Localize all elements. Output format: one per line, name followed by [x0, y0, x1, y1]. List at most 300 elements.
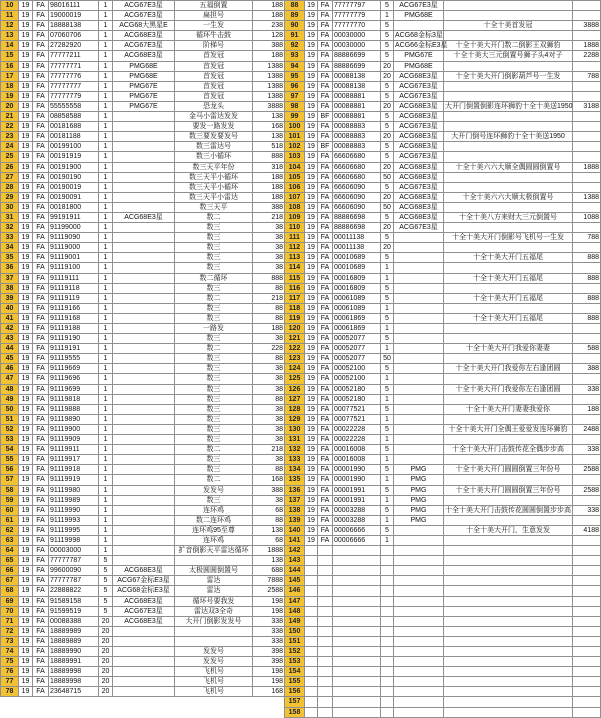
cell-denomination[interactable]: 5: [381, 81, 394, 91]
cell-year[interactable]: [305, 657, 318, 667]
cell-denomination[interactable]: 1: [99, 192, 113, 202]
row-number[interactable]: 129: [285, 414, 305, 424]
cell-price[interactable]: 398: [253, 647, 285, 657]
cell-denomination[interactable]: 5: [99, 566, 113, 576]
cell-price[interactable]: [573, 576, 601, 586]
row-number[interactable]: 10: [1, 1, 19, 11]
cell-year[interactable]: 19: [19, 485, 33, 495]
cell-prefix[interactable]: [318, 546, 333, 556]
cell-description[interactable]: [444, 455, 573, 465]
cell-serial[interactable]: 66606680: [333, 172, 381, 182]
cell-description[interactable]: 数三: [175, 435, 253, 445]
cell-description[interactable]: [444, 354, 573, 364]
cell-denomination[interactable]: 1: [381, 263, 394, 273]
cell-serial[interactable]: 91119917: [49, 455, 99, 465]
cell-serial[interactable]: 91119118: [49, 283, 99, 293]
cell-year[interactable]: 19: [19, 91, 33, 101]
cell-serial[interactable]: 00088138: [333, 71, 381, 81]
cell-denomination[interactable]: 1: [99, 313, 113, 323]
cell-prefix[interactable]: FA: [318, 505, 333, 515]
row-number[interactable]: 88: [285, 1, 305, 11]
cell-prefix[interactable]: FA: [318, 404, 333, 414]
cell-grade[interactable]: [394, 354, 444, 364]
row-number[interactable]: 38: [1, 283, 19, 293]
cell-price[interactable]: [573, 566, 601, 576]
cell-description[interactable]: 十全十美大开门五福尾: [444, 253, 573, 263]
cell-year[interactable]: [305, 707, 318, 717]
cell-year[interactable]: 19: [19, 636, 33, 646]
cell-prefix[interactable]: FA: [33, 505, 49, 515]
row-number[interactable]: 146: [285, 586, 305, 596]
cell-serial[interactable]: 00001990: [333, 475, 381, 485]
cell-grade[interactable]: [113, 344, 175, 354]
cell-denomination[interactable]: 5: [381, 293, 394, 303]
cell-denomination[interactable]: 1: [99, 243, 113, 253]
cell-denomination[interactable]: 1: [99, 253, 113, 263]
cell-denomination[interactable]: 5: [381, 283, 394, 293]
cell-denomination[interactable]: 1: [381, 394, 394, 404]
cell-price[interactable]: [573, 687, 601, 697]
cell-serial[interactable]: 77777776: [49, 71, 99, 81]
row-number[interactable]: 29: [1, 192, 19, 202]
cell-grade[interactable]: ACG68E3星: [394, 172, 444, 182]
cell-year[interactable]: 19: [19, 566, 33, 576]
cell-prefix[interactable]: FA: [33, 647, 49, 657]
cell-price[interactable]: [573, 303, 601, 313]
cell-grade[interactable]: [394, 626, 444, 636]
cell-serial[interactable]: 91119909: [49, 435, 99, 445]
cell-denomination[interactable]: 1: [99, 334, 113, 344]
cell-serial[interactable]: 91119188: [49, 324, 99, 334]
cell-serial[interactable]: 00181688: [49, 122, 99, 132]
cell-serial[interactable]: 00001991: [333, 485, 381, 495]
row-number[interactable]: 121: [285, 334, 305, 344]
cell-denomination[interactable]: 1: [99, 202, 113, 212]
cell-price[interactable]: [573, 394, 601, 404]
cell-price[interactable]: [573, 91, 601, 101]
cell-grade[interactable]: [394, 535, 444, 545]
cell-serial[interactable]: 08858588: [49, 112, 99, 122]
cell-denomination[interactable]: 1: [99, 414, 113, 424]
cell-description[interactable]: 数三: [175, 394, 253, 404]
cell-prefix[interactable]: FA: [318, 172, 333, 182]
row-number[interactable]: 106: [285, 182, 305, 192]
cell-grade[interactable]: [394, 677, 444, 687]
cell-year[interactable]: 19: [19, 293, 33, 303]
cell-grade[interactable]: [113, 505, 175, 515]
cell-year[interactable]: 19: [19, 364, 33, 374]
cell-serial[interactable]: [333, 647, 381, 657]
cell-serial[interactable]: 66606090: [333, 182, 381, 192]
cell-serial[interactable]: 77777797: [333, 1, 381, 11]
cell-description[interactable]: [444, 707, 573, 717]
cell-grade[interactable]: [113, 364, 175, 374]
cell-prefix[interactable]: FA: [318, 61, 333, 71]
cell-prefix[interactable]: [318, 697, 333, 707]
cell-denomination[interactable]: 20: [381, 243, 394, 253]
cell-prefix[interactable]: FA: [318, 132, 333, 142]
row-number[interactable]: 52: [1, 424, 19, 434]
cell-serial[interactable]: 91119998: [49, 535, 99, 545]
cell-description[interactable]: 大开门倒影发发号: [175, 616, 253, 626]
cell-price[interactable]: [573, 435, 601, 445]
row-number[interactable]: 36: [1, 263, 19, 273]
cell-prefix[interactable]: FA: [33, 657, 49, 667]
cell-serial[interactable]: 66606680: [333, 152, 381, 162]
cell-price[interactable]: [573, 81, 601, 91]
cell-grade[interactable]: [113, 455, 175, 465]
cell-grade[interactable]: ACG66金标E3星: [395, 42, 448, 50]
cell-grade[interactable]: [113, 182, 175, 192]
cell-price[interactable]: 2588: [573, 465, 601, 475]
cell-year[interactable]: [305, 687, 318, 697]
cell-grade[interactable]: ACG67E3星: [394, 122, 444, 132]
cell-grade[interactable]: [113, 667, 175, 677]
cell-grade[interactable]: [394, 667, 444, 677]
cell-grade[interactable]: ACG67E3星: [394, 1, 444, 11]
cell-price[interactable]: 138: [253, 132, 285, 142]
row-number[interactable]: 133: [285, 455, 305, 465]
cell-denomination[interactable]: [381, 566, 394, 576]
cell-year[interactable]: 19: [305, 465, 318, 475]
cell-prefix[interactable]: FA: [318, 324, 333, 334]
cell-denomination[interactable]: 20: [99, 687, 113, 697]
cell-grade[interactable]: [113, 192, 175, 202]
cell-prefix[interactable]: FA: [33, 394, 49, 404]
cell-grade[interactable]: [394, 394, 444, 404]
cell-year[interactable]: 19: [305, 11, 318, 21]
cell-serial[interactable]: 91119990: [49, 505, 99, 515]
cell-prefix[interactable]: [318, 667, 333, 677]
cell-serial[interactable]: 00006666: [333, 535, 381, 545]
row-number[interactable]: 150: [285, 626, 305, 636]
cell-year[interactable]: 19: [19, 212, 33, 222]
cell-grade[interactable]: PMG68E: [113, 71, 175, 81]
cell-price[interactable]: [573, 61, 601, 71]
cell-serial[interactable]: 00190091: [49, 192, 99, 202]
row-number[interactable]: 31: [1, 212, 19, 222]
row-number[interactable]: 149: [285, 616, 305, 626]
row-number[interactable]: 147: [285, 596, 305, 606]
cell-prefix[interactable]: FA: [318, 303, 333, 313]
cell-year[interactable]: 19: [19, 303, 33, 313]
cell-price[interactable]: 2488: [573, 424, 601, 434]
cell-price[interactable]: [573, 374, 601, 384]
cell-year[interactable]: 19: [19, 394, 33, 404]
cell-denomination[interactable]: 5: [381, 525, 394, 535]
cell-grade[interactable]: [394, 424, 444, 434]
cell-prefix[interactable]: FA: [318, 535, 333, 545]
cell-serial[interactable]: 91119168: [49, 313, 99, 323]
cell-price[interactable]: [573, 182, 601, 192]
cell-price[interactable]: 338: [573, 384, 601, 394]
row-number[interactable]: 62: [1, 525, 19, 535]
cell-grade[interactable]: ACG67E3星: [113, 1, 175, 11]
cell-serial[interactable]: 00088883: [333, 122, 381, 132]
row-number[interactable]: 91: [285, 31, 305, 41]
cell-price[interactable]: 228: [253, 344, 285, 354]
cell-denomination[interactable]: [381, 546, 394, 556]
cell-serial[interactable]: 18889989: [49, 626, 99, 636]
cell-prefix[interactable]: FA: [33, 223, 49, 233]
cell-year[interactable]: 19: [305, 435, 318, 445]
cell-year[interactable]: 19: [305, 455, 318, 465]
row-number[interactable]: 76: [1, 667, 19, 677]
cell-denomination[interactable]: 1: [99, 41, 113, 51]
cell-grade[interactable]: [394, 21, 444, 31]
cell-description[interactable]: 十全十美大开门五福尾: [444, 293, 573, 303]
cell-denomination[interactable]: 1: [99, 263, 113, 273]
cell-prefix[interactable]: FA: [318, 51, 333, 61]
cell-price[interactable]: 338: [573, 505, 601, 515]
cell-grade[interactable]: [113, 293, 175, 303]
cell-description[interactable]: [444, 636, 573, 646]
cell-serial[interactable]: 00052077: [333, 354, 381, 364]
cell-year[interactable]: 19: [19, 41, 33, 51]
cell-denomination[interactable]: 1: [99, 546, 113, 556]
cell-price[interactable]: [573, 31, 601, 41]
row-number[interactable]: 134: [285, 465, 305, 475]
cell-denomination[interactable]: [381, 647, 394, 657]
cell-denomination[interactable]: 20: [99, 647, 113, 657]
cell-prefix[interactable]: [318, 657, 333, 667]
cell-year[interactable]: 19: [305, 172, 318, 182]
cell-grade[interactable]: PMG67E: [113, 101, 175, 111]
cell-denomination[interactable]: 20: [99, 657, 113, 667]
cell-price[interactable]: 398: [253, 657, 285, 667]
cell-prefix[interactable]: FA: [318, 354, 333, 364]
cell-description[interactable]: [444, 334, 573, 344]
cell-denomination[interactable]: 1: [99, 424, 113, 434]
cell-prefix[interactable]: FA: [33, 132, 49, 142]
cell-grade[interactable]: ACG68E3星: [394, 162, 444, 172]
cell-price[interactable]: [573, 707, 601, 717]
cell-grade[interactable]: PMG67E: [113, 81, 175, 91]
row-number[interactable]: 123: [285, 354, 305, 364]
row-number[interactable]: 90: [285, 21, 305, 31]
cell-prefix[interactable]: FA: [318, 495, 333, 505]
cell-prefix[interactable]: [318, 616, 333, 626]
cell-year[interactable]: 19: [19, 243, 33, 253]
cell-description[interactable]: [444, 697, 573, 707]
row-number[interactable]: 46: [1, 364, 19, 374]
cell-grade[interactable]: [113, 677, 175, 687]
cell-prefix[interactable]: FA: [33, 586, 49, 596]
cell-serial[interactable]: [333, 606, 381, 616]
cell-grade[interactable]: [113, 132, 175, 142]
cell-price[interactable]: [573, 1, 601, 11]
cell-serial[interactable]: 91119100: [49, 263, 99, 273]
cell-grade[interactable]: [394, 293, 444, 303]
cell-serial[interactable]: 07060706: [49, 31, 99, 41]
cell-prefix[interactable]: FA: [318, 364, 333, 374]
cell-description[interactable]: 数三: [175, 334, 253, 344]
cell-prefix[interactable]: FA: [33, 414, 49, 424]
cell-prefix[interactable]: FA: [33, 303, 49, 313]
cell-prefix[interactable]: FA: [33, 192, 49, 202]
cell-description[interactable]: 首发冠: [175, 61, 253, 71]
cell-grade[interactable]: [394, 283, 444, 293]
cell-description[interactable]: 数三: [175, 263, 253, 273]
cell-price[interactable]: 588: [573, 344, 601, 354]
row-number[interactable]: 145: [285, 576, 305, 586]
cell-description[interactable]: [444, 687, 573, 697]
cell-year[interactable]: 19: [305, 303, 318, 313]
cell-price[interactable]: 198: [253, 606, 285, 616]
cell-price[interactable]: [573, 546, 601, 556]
cell-description[interactable]: [444, 182, 573, 192]
cell-year[interactable]: 19: [305, 253, 318, 263]
cell-serial[interactable]: 00010689: [333, 263, 381, 273]
cell-denomination[interactable]: 1: [99, 81, 113, 91]
cell-price[interactable]: 38: [253, 455, 285, 465]
cell-serial[interactable]: 00088388: [49, 616, 99, 626]
cell-denomination[interactable]: 1: [99, 324, 113, 334]
cell-year[interactable]: 19: [19, 657, 33, 667]
cell-denomination[interactable]: 5: [381, 122, 394, 132]
cell-serial[interactable]: 77777771: [49, 61, 99, 71]
cell-year[interactable]: 19: [19, 616, 33, 626]
cell-year[interactable]: 19: [19, 1, 33, 11]
cell-prefix[interactable]: FA: [33, 465, 49, 475]
row-number[interactable]: 60: [1, 505, 19, 515]
cell-denomination[interactable]: 5: [381, 253, 394, 263]
cell-price[interactable]: 788: [573, 71, 601, 81]
cell-description[interactable]: 数二: [175, 293, 253, 303]
cell-year[interactable]: 19: [19, 404, 33, 414]
cell-denomination[interactable]: [381, 616, 394, 626]
cell-price[interactable]: 38: [253, 424, 285, 434]
row-number[interactable]: 30: [1, 202, 19, 212]
cell-description[interactable]: 首发冠: [175, 81, 253, 91]
cell-description[interactable]: 数三: [175, 404, 253, 414]
cell-year[interactable]: 19: [305, 21, 318, 31]
cell-year[interactable]: 19: [19, 687, 33, 697]
cell-year[interactable]: 19: [19, 334, 33, 344]
cell-year[interactable]: 19: [19, 51, 33, 61]
cell-year[interactable]: 19: [305, 515, 318, 525]
cell-price[interactable]: 888: [573, 273, 601, 283]
cell-description[interactable]: 十全十美大开门五福尾: [444, 313, 573, 323]
cell-price[interactable]: 128: [253, 31, 285, 41]
cell-denomination[interactable]: 1: [99, 172, 113, 182]
cell-denomination[interactable]: [381, 556, 394, 566]
cell-price[interactable]: 888: [253, 273, 285, 283]
cell-year[interactable]: [305, 667, 318, 677]
cell-serial[interactable]: 91119918: [49, 465, 99, 475]
cell-year[interactable]: 19: [19, 202, 33, 212]
cell-prefix[interactable]: [318, 636, 333, 646]
cell-denomination[interactable]: 5: [381, 182, 394, 192]
cell-price[interactable]: [573, 11, 601, 21]
cell-year[interactable]: 19: [19, 677, 33, 687]
cell-price[interactable]: [573, 132, 601, 142]
cell-prefix[interactable]: FA: [33, 243, 49, 253]
row-number[interactable]: 144: [285, 566, 305, 576]
cell-price[interactable]: [573, 112, 601, 122]
row-number[interactable]: 111: [285, 233, 305, 243]
row-number[interactable]: 71: [1, 616, 19, 626]
cell-year[interactable]: 19: [19, 535, 33, 545]
row-number[interactable]: 65: [1, 556, 19, 566]
cell-price[interactable]: 88: [253, 465, 285, 475]
cell-description[interactable]: [444, 626, 573, 636]
cell-year[interactable]: 19: [305, 31, 318, 41]
cell-denomination[interactable]: [381, 657, 394, 667]
cell-description[interactable]: [444, 223, 573, 233]
cell-price[interactable]: [573, 152, 601, 162]
cell-grade[interactable]: [394, 566, 444, 576]
row-number[interactable]: 105: [285, 172, 305, 182]
cell-serial[interactable]: 91119995: [49, 525, 99, 535]
cell-price[interactable]: 888: [573, 253, 601, 263]
cell-denomination[interactable]: 1: [381, 324, 394, 334]
cell-description[interactable]: [444, 556, 573, 566]
row-number[interactable]: 47: [1, 374, 19, 384]
cell-denomination[interactable]: 1: [381, 475, 394, 485]
cell-year[interactable]: 19: [305, 162, 318, 172]
cell-description[interactable]: 数三天平小循环: [175, 172, 253, 182]
cell-description[interactable]: [444, 495, 573, 505]
cell-denomination[interactable]: 1: [99, 223, 113, 233]
cell-description[interactable]: [444, 435, 573, 445]
cell-year[interactable]: 19: [305, 273, 318, 283]
cell-grade[interactable]: [113, 435, 175, 445]
cell-prefix[interactable]: FA: [318, 11, 333, 21]
cell-price[interactable]: 218: [253, 445, 285, 455]
cell-description[interactable]: [175, 626, 253, 636]
cell-year[interactable]: [305, 636, 318, 646]
row-number[interactable]: 24: [1, 142, 19, 152]
cell-price[interactable]: 88: [253, 313, 285, 323]
cell-year[interactable]: 19: [19, 61, 33, 71]
cell-prefix[interactable]: [318, 626, 333, 636]
row-number[interactable]: 127: [285, 394, 305, 404]
cell-denomination[interactable]: 1: [99, 455, 113, 465]
cell-grade[interactable]: [113, 556, 175, 566]
cell-prefix[interactable]: FA: [318, 394, 333, 404]
cell-price[interactable]: 38: [253, 404, 285, 414]
cell-prefix[interactable]: FA: [33, 636, 49, 646]
cell-prefix[interactable]: FA: [318, 515, 333, 525]
cell-price[interactable]: [573, 667, 601, 677]
cell-denomination[interactable]: 5: [381, 1, 394, 11]
cell-grade[interactable]: ACG68E3星: [113, 31, 175, 41]
cell-description[interactable]: [444, 515, 573, 525]
cell-denomination[interactable]: 20: [99, 626, 113, 636]
cell-denomination[interactable]: 1: [99, 394, 113, 404]
row-number[interactable]: 100: [285, 122, 305, 132]
cell-grade[interactable]: [113, 485, 175, 495]
cell-price[interactable]: 1388: [253, 91, 285, 101]
row-number[interactable]: 92: [285, 41, 305, 51]
cell-grade[interactable]: [113, 202, 175, 212]
cell-grade[interactable]: ACG68E3星: [394, 101, 444, 111]
row-number[interactable]: 63: [1, 535, 19, 545]
row-number[interactable]: 120: [285, 324, 305, 334]
cell-grade[interactable]: [113, 515, 175, 525]
row-number[interactable]: 19: [1, 91, 19, 101]
cell-denomination[interactable]: 50: [381, 172, 394, 182]
cell-grade[interactable]: ACG67E3星: [113, 606, 175, 616]
cell-price[interactable]: 3188: [573, 101, 601, 111]
row-number[interactable]: 40: [1, 303, 19, 313]
cell-denomination[interactable]: [381, 697, 394, 707]
cell-description[interactable]: 一路发: [175, 324, 253, 334]
cell-serial[interactable]: 00190019: [49, 182, 99, 192]
cell-prefix[interactable]: FA: [33, 485, 49, 495]
cell-prefix[interactable]: FA: [33, 182, 49, 192]
